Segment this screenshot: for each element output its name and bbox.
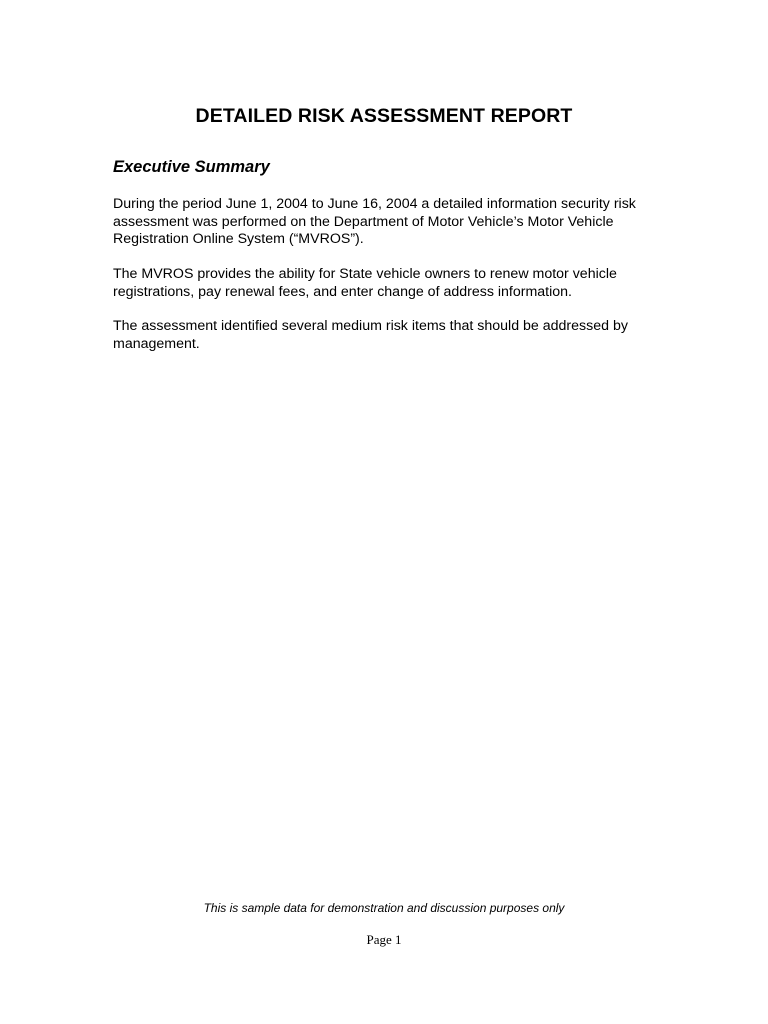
paragraph-assessment-findings: The assessment identified several medium risk items that should be addressed by management. (113, 318, 628, 352)
paragraph-assessment-period: During the period June 1, 2004 to June 16, 2004 a detailed information security risk assessment was performed on the Department of Motor Vehicle’s Motor Vehicle Registration Online System (“MVROS”). (113, 196, 636, 247)
footer-disclaimer: This is sample data for demonstration and discussion purposes only (203, 901, 565, 915)
section-heading-executive-summary: Executive Summary (113, 158, 270, 176)
paragraph-mvros-description: The MVROS provides the ability for State vehicle owners to renew motor vehicle registrations, pay renewal fees, and enter change of address information. (113, 266, 617, 300)
page-title: DETAILED RISK ASSESSMENT REPORT (195, 105, 573, 127)
page-number: Page 1 (366, 932, 402, 947)
